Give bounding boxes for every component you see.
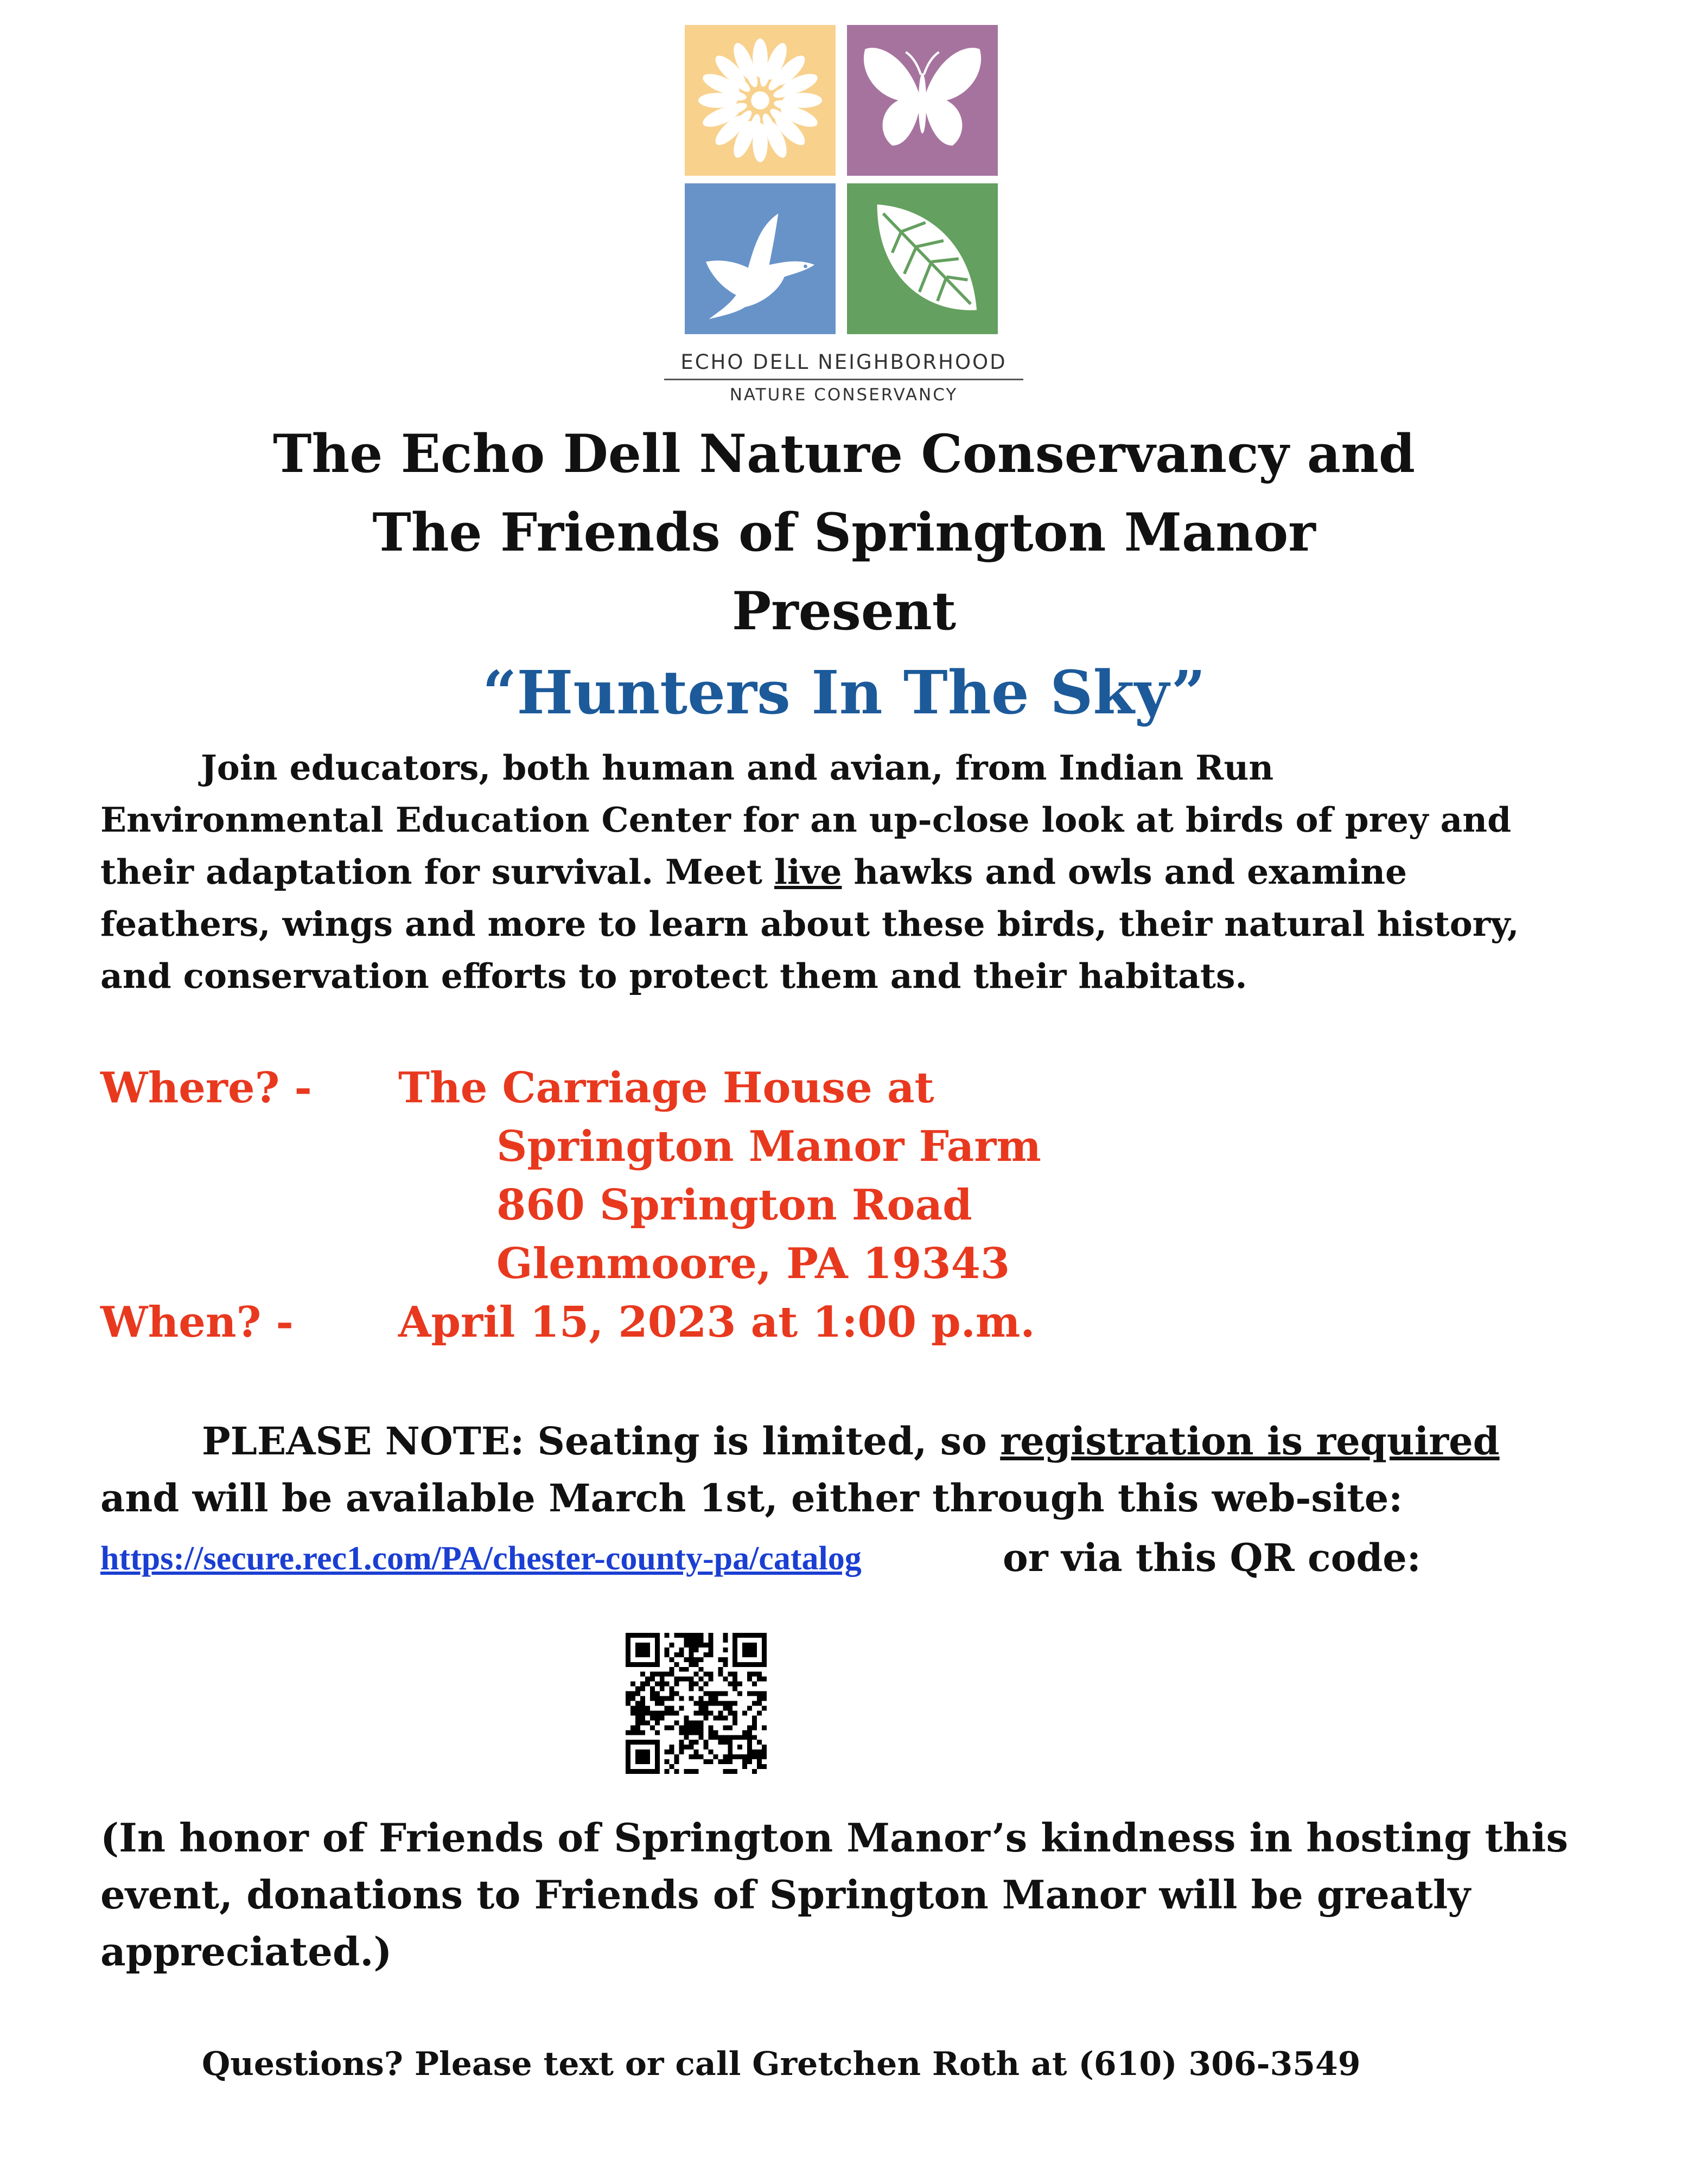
flower-icon — [685, 25, 836, 176]
description-line: feathers, wings and more to learn about these birds, their natural history, — [100, 904, 1519, 944]
contact-info: Questions? Please text or call Gretchen Roth at (610) 306-3549 — [202, 2045, 1361, 2083]
description-text: hawks and owls and examine — [842, 852, 1407, 892]
where-line: 860 Springton Road — [496, 1180, 972, 1230]
leaf-icon — [847, 183, 998, 334]
honor-line: appreciated.) — [100, 1928, 392, 1975]
when-label: When? - — [100, 1298, 294, 1347]
honor-line: (In honor of Friends of Springton Manor’s kindness in hosting this — [100, 1815, 1568, 1861]
heading-line2: The Friends of Springton Manor — [372, 502, 1316, 563]
registration-link[interactable]: https://secure.rec1.com/PA/chester-county-pa/catalog — [100, 1540, 862, 1577]
where-label: Where? - — [100, 1063, 312, 1113]
qr-code[interactable] — [626, 1633, 767, 1774]
honor-line: event, donations to Friends of Springton Manor will be greatly — [100, 1872, 1471, 1918]
conservancy-logo — [657, 21, 1031, 411]
note-line — [202, 1419, 1500, 1464]
description-line: Join educators, both human and avian, from Indian Run — [201, 748, 1274, 788]
where-line: Springton Manor Farm — [496, 1122, 1041, 1171]
live-emphasis: live — [774, 852, 842, 892]
description-text: their adaptation for survival. Meet — [100, 852, 774, 892]
heading-line1: The Echo Dell Nature Conservancy and — [273, 423, 1415, 484]
heading-line3: Present — [731, 580, 957, 642]
description-line: Environmental Education Center for an up-close look at birds of prey and — [100, 800, 1512, 840]
description-line — [100, 852, 1407, 892]
logo-text-line2: NATURE CONSERVANCY — [729, 385, 958, 405]
logo-divider — [664, 379, 1023, 380]
where-line: The Carriage House at — [398, 1063, 934, 1113]
logo-text-line1: ECHO DELL NEIGHBORHOOD — [680, 350, 1007, 374]
butterfly-icon — [847, 25, 998, 176]
bird-icon — [685, 183, 836, 334]
description-line: and conservation efforts to protect them and their habitats. — [100, 956, 1247, 996]
registration-required: registration is required — [1000, 1419, 1500, 1464]
where-line: Glenmoore, PA 19343 — [496, 1239, 1010, 1288]
note-text: PLEASE NOTE: Seating is limited, so — [202, 1419, 1001, 1464]
note-line: and will be available March 1st, either through this web-site: — [100, 1476, 1403, 1521]
event-title: “Hunters In The Sky” — [482, 657, 1206, 727]
qr-code-hint: or via this QR code: — [1003, 1535, 1421, 1580]
when-value: April 15, 2023 at 1:00 p.m. — [398, 1298, 1035, 1347]
